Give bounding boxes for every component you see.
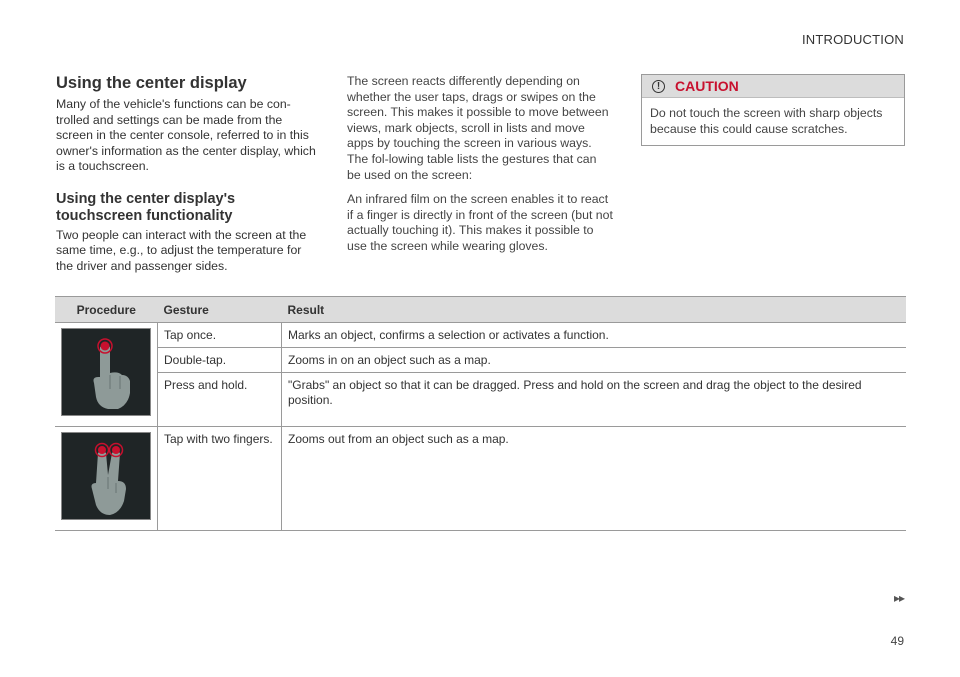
procedure-image-two-finger bbox=[55, 427, 158, 531]
page-heading: Using the center display bbox=[56, 74, 247, 92]
infrared-paragraph: An infrared film on the screen enables it to react if a finger is directly in front of the screen (but not actually touching it). This makes it possible to use the screen while wearing gloves. bbox=[347, 192, 613, 253]
result-cell: Zooms out from an object such as a map. bbox=[282, 427, 907, 531]
next-page-arrows-icon: ▸▸ bbox=[893, 591, 904, 605]
gesture-cell: Tap once. bbox=[158, 323, 282, 348]
result-cell: Zooms in on an object such as a map. bbox=[282, 348, 907, 373]
column-middle bbox=[347, 74, 613, 264]
caution-text: Do not touch the screen with sharp objects because this could cause scratches. bbox=[650, 106, 883, 136]
header-result: Result bbox=[282, 297, 907, 323]
gesture-cell: Press and hold. bbox=[158, 373, 282, 427]
table-row bbox=[55, 348, 906, 373]
header-procedure: Procedure bbox=[55, 297, 158, 323]
caution-header bbox=[642, 75, 904, 98]
caution-box bbox=[641, 74, 905, 146]
gesture-cell: Double-tap. bbox=[158, 348, 282, 373]
gestures-paragraph: The screen reacts differently depending on whether the user taps, drags or swipes on the screen. This makes it possible to move between views, mark objects, scroll in lists and move apps by touching the screen in various ways. The fol-lowing table lists the gestures that can be used on the screen: bbox=[347, 74, 609, 182]
one-finger-tap-icon bbox=[61, 328, 151, 416]
gestures-table bbox=[55, 296, 906, 531]
exclamation-icon: ! bbox=[652, 80, 665, 93]
procedure-image-one-finger bbox=[55, 323, 158, 427]
header-gesture: Gesture bbox=[158, 297, 282, 323]
section-title: INTRODUCTION bbox=[801, 32, 904, 47]
body-paragraph: Two people can interact with the screen at the same time, e.g., to adjust the temperature for the driver and passenger sides. bbox=[56, 227, 307, 273]
table-row bbox=[55, 427, 906, 531]
table-header-row bbox=[55, 297, 906, 323]
column-right bbox=[641, 74, 905, 146]
sub-heading: Using the center display's touchscreen functionality bbox=[56, 190, 236, 225]
two-finger-tap-icon bbox=[61, 432, 151, 520]
table-row bbox=[55, 323, 906, 348]
result-cell: "Grabs" an object so that it can be dragged. Press and hold on the screen and drag the object to the desired position. bbox=[282, 373, 907, 427]
gesture-cell: Tap with two fingers. bbox=[158, 427, 282, 531]
table-row bbox=[55, 373, 906, 427]
column-left bbox=[56, 74, 318, 284]
result-cell: Marks an object, confirms a selection or activates a function. bbox=[282, 323, 907, 348]
intro-paragraph: Many of the vehicle's functions can be con-trolled and settings can be made from the screen in the center console, referred to in this owner's information as the center display, which is a touchscreen. bbox=[56, 97, 316, 174]
page-number: 49 bbox=[890, 634, 904, 648]
caution-label: CAUTION bbox=[675, 78, 739, 94]
